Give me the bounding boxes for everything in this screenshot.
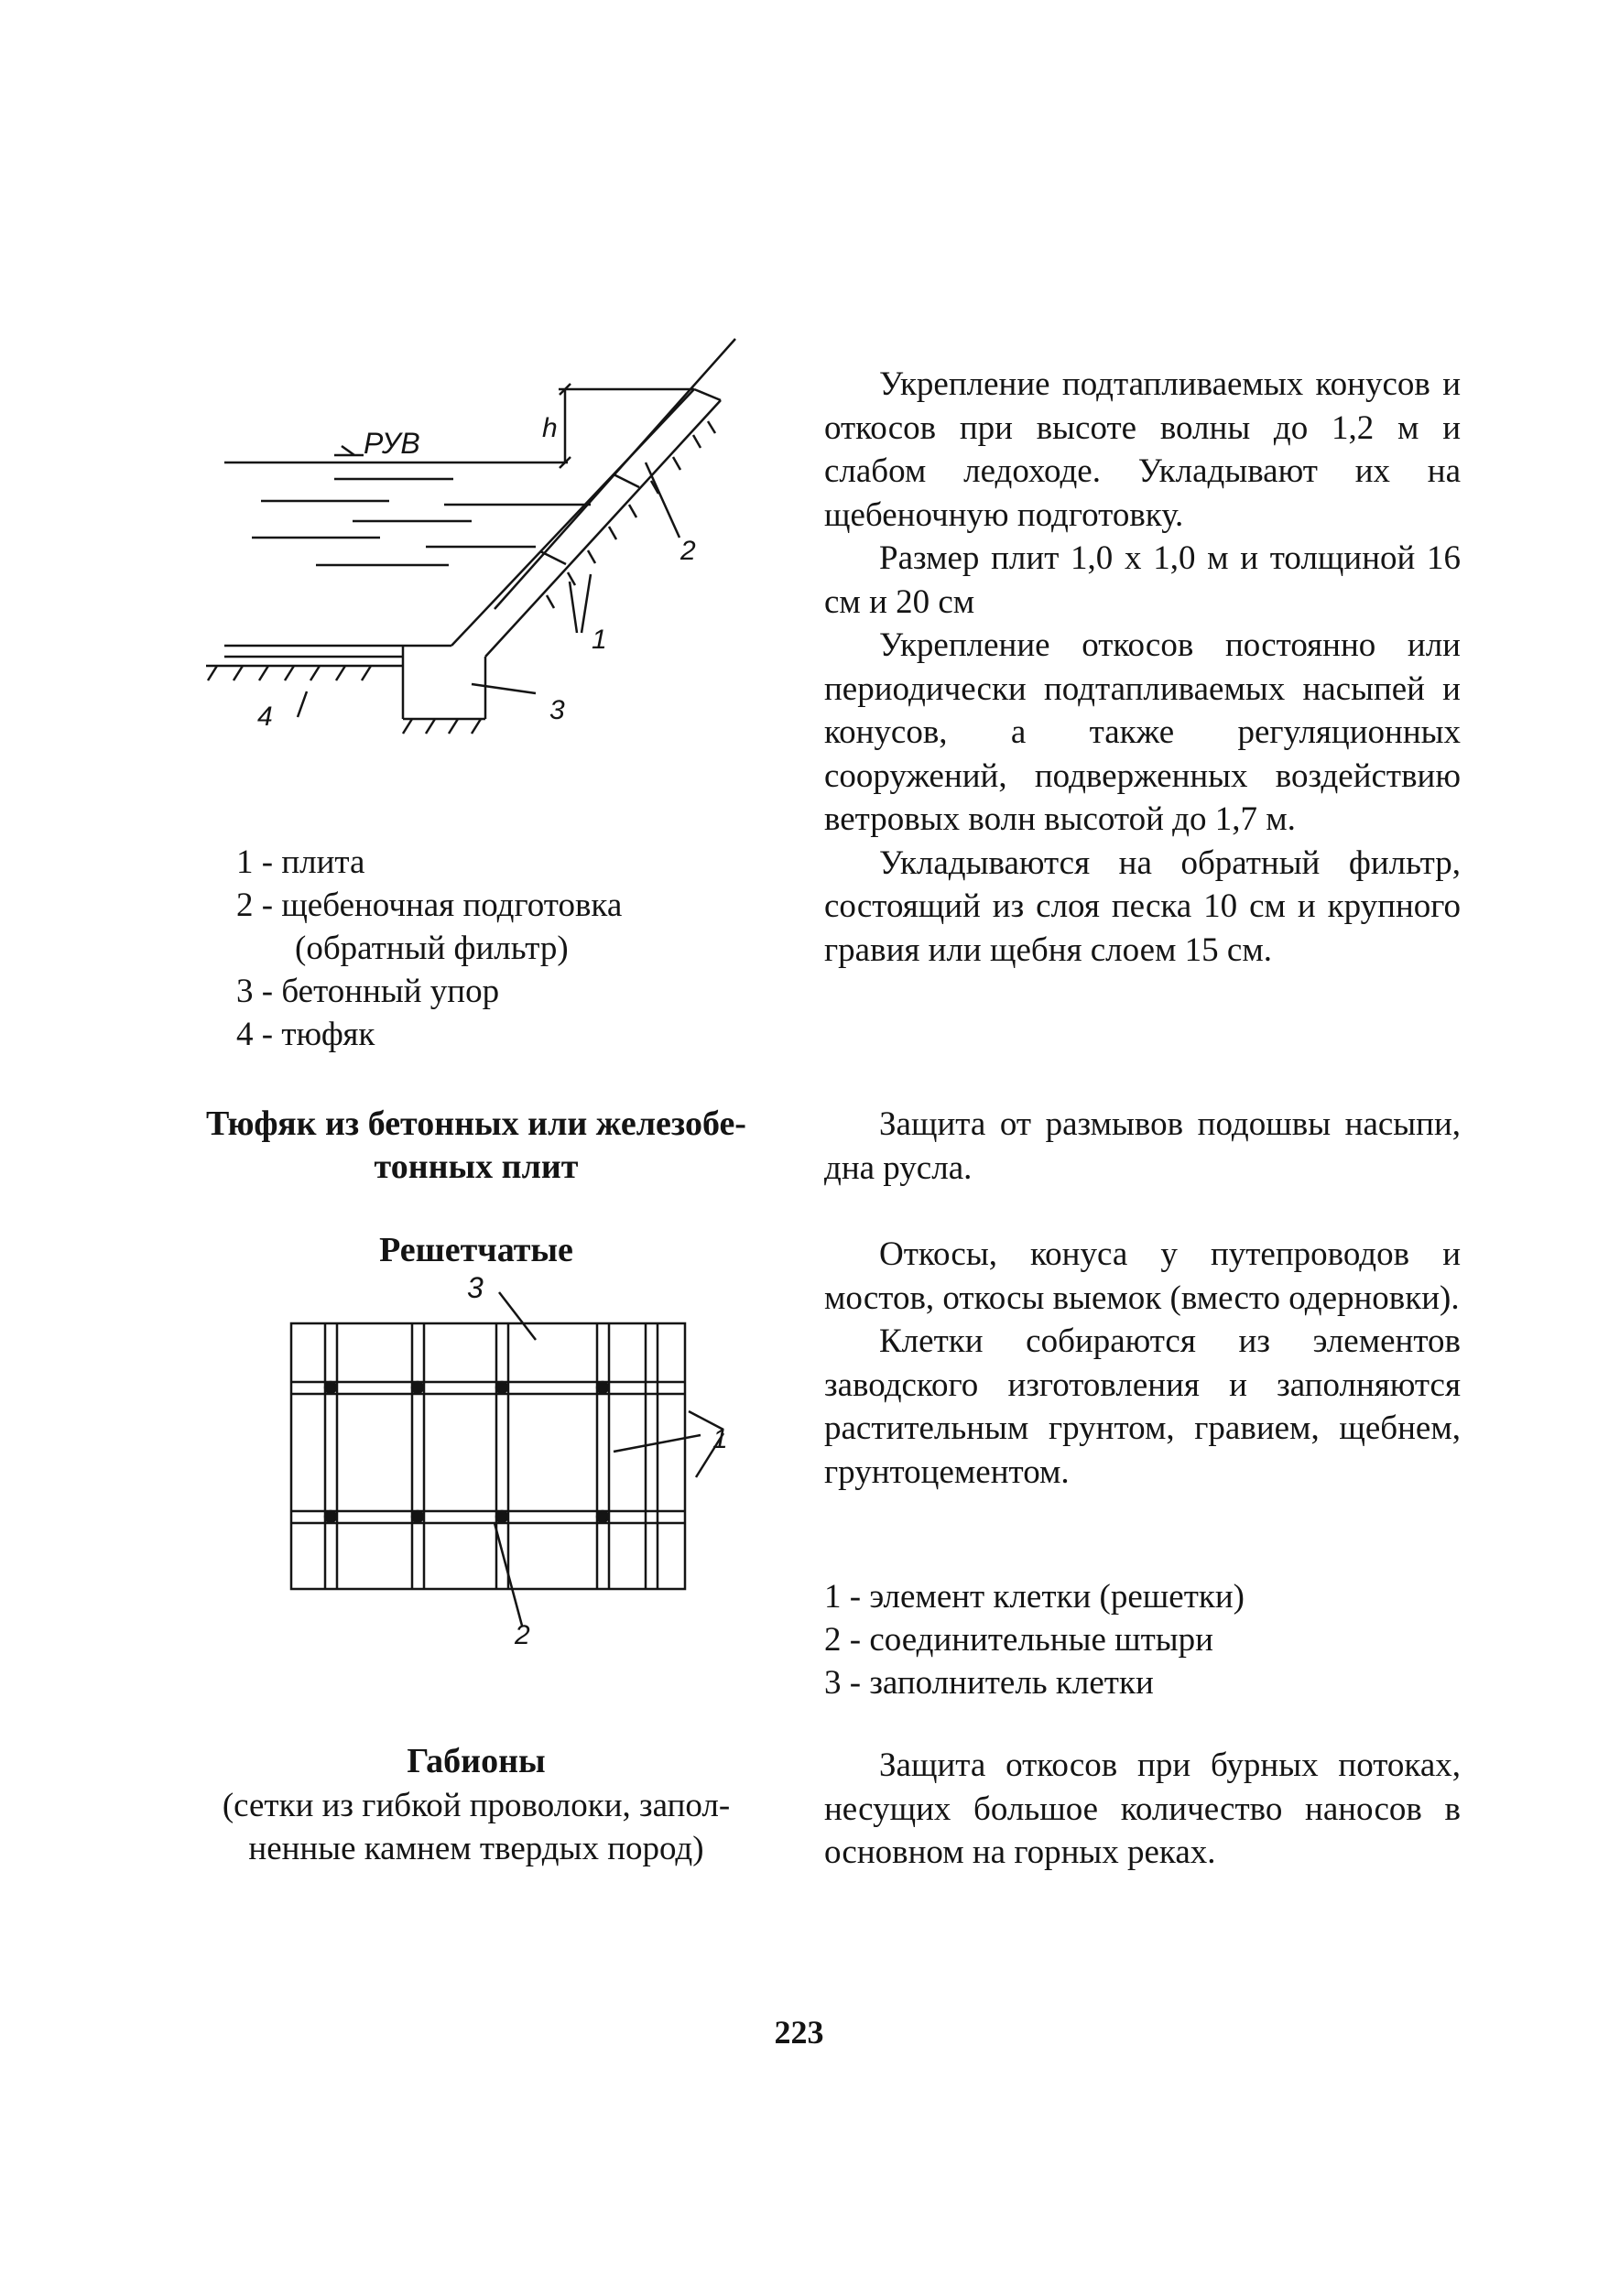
mattress-description <box>824 1103 1461 1190</box>
legend-item: 2 - соединительные штыри <box>824 1621 1213 1659</box>
paragraph: Укрепление откосов постоянно или периодически подтапливаемых насыпей и конусов, а также регуляционных сооружений, подверженных воздействию ветровых волн высотой до 1,7 м. <box>824 626 1461 838</box>
legend-item: 4 - тюфяк <box>236 1016 375 1053</box>
legend-item: 2 - щебеночная подготовка <box>236 887 623 924</box>
slope-diagram <box>206 334 756 756</box>
paragraph: Защита от размывов подошвы насыпи, дна русла. <box>824 1105 1461 1187</box>
legend-item: 1 - плита <box>236 843 365 881</box>
legend-lattice <box>824 1575 1245 1704</box>
h-dimension-label: h <box>542 413 558 443</box>
callout-2: 2 <box>680 536 696 566</box>
callout-1: 1 <box>592 625 607 655</box>
paragraph: Размер плит 1,0 х 1,0 м и толщиной 16 см и 20 см <box>824 539 1461 621</box>
paragraph: Укладываются на обратный фильтр, состоящий из слоя песка 10 см и крупного гравия или щебня слоем 15 см. <box>824 843 1461 969</box>
legend-slope <box>236 841 622 1056</box>
legend-item: 3 - бетонный упор <box>236 973 500 1010</box>
ruv-label: РУВ <box>364 427 420 460</box>
heading-line: Тюфяк из бетонных или железобе- <box>206 1104 746 1143</box>
page-number: 223 <box>774 2014 824 2051</box>
subtitle-line: ненные камнем твердых пород) <box>248 1830 704 1867</box>
paragraph: Откосы, конуса у путепроводов и мостов, откосы выемок (вместо одерновки). <box>824 1235 1461 1317</box>
legend-item: 3 - заполнитель клетки <box>824 1664 1154 1702</box>
callout-3: 3 <box>549 695 565 725</box>
gabions-heading: Габионы <box>407 1742 546 1780</box>
legend-item: 1 - элемент клетки (решетки) <box>824 1578 1245 1616</box>
paragraph: Укрепление подтапливаемых конусов и откосов при высоте волны до 1,2 м и слабом ледоходе. Укладывают их на щебеночную подготовку. <box>824 365 1461 534</box>
lattice-heading: Решетчатые <box>379 1231 573 1269</box>
heading-line: тонных плит <box>374 1148 579 1186</box>
callout-2: 2 <box>515 1620 530 1650</box>
callout-3: 3 <box>467 1271 484 1304</box>
lattice-diagram <box>275 1268 751 1653</box>
callout-1: 1 <box>712 1424 728 1454</box>
callout-4: 4 <box>257 702 273 732</box>
mattress-heading <box>156 1103 797 1189</box>
paragraph: Клетки собираются из элементов заводского изготовления и заполняются растительным грунтом, гравием, щебнем, грунтоцементом. <box>824 1322 1461 1491</box>
paragraph: Защита откосов при бурных потоках, несущих большое количество наносов в основном на горных реках. <box>824 1746 1461 1871</box>
gabions-description <box>824 1744 1461 1875</box>
gabions-subtitle <box>156 1784 797 1870</box>
slab-description <box>824 363 1461 972</box>
subtitle-line: (сетки из гибкой проволоки, запол- <box>222 1787 731 1824</box>
lattice-description <box>824 1233 1461 1494</box>
legend-item: (обратный фильтр) <box>295 930 569 967</box>
